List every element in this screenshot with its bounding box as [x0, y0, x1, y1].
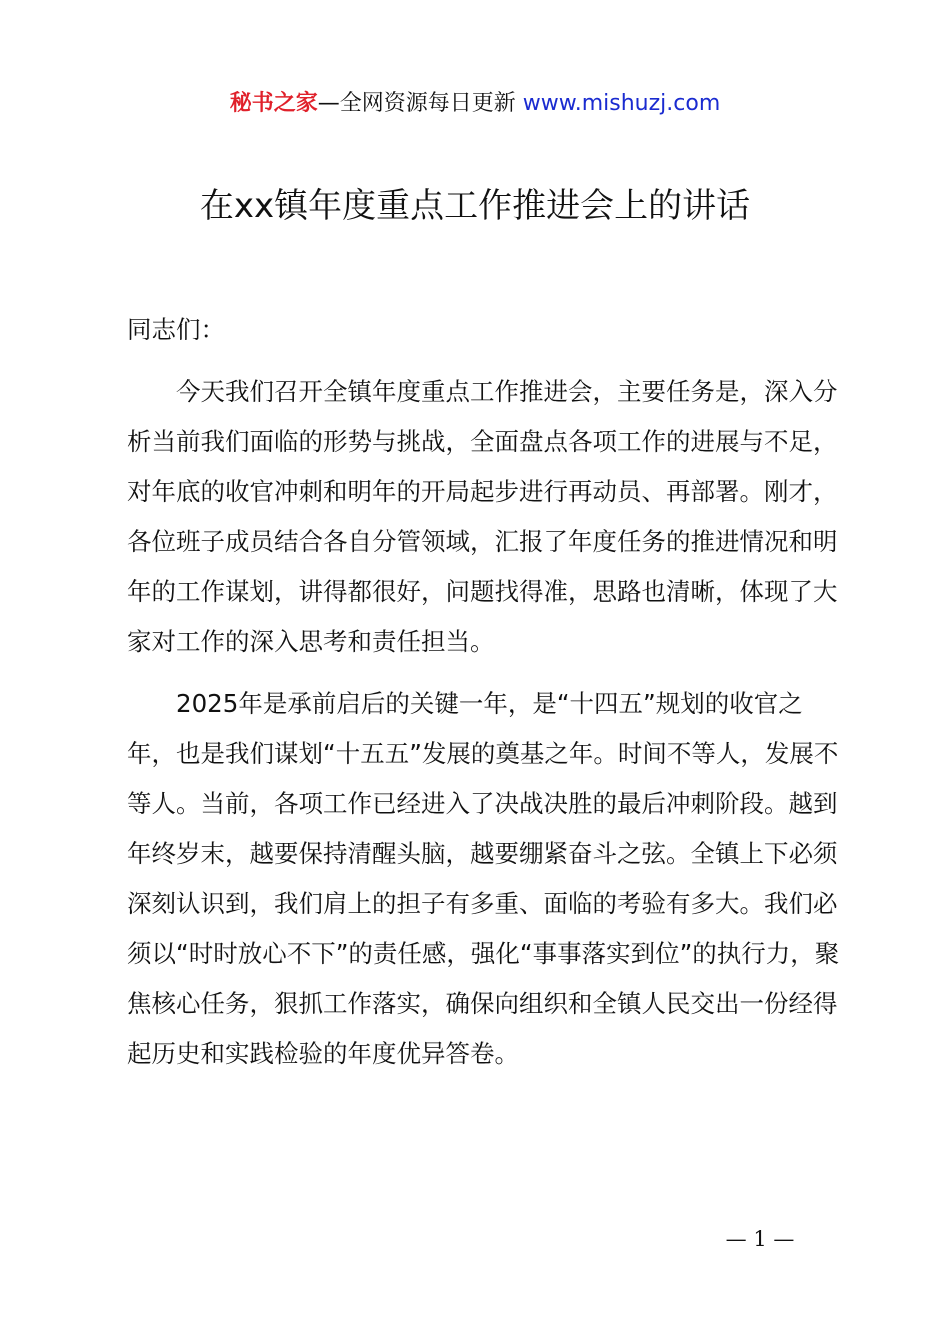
header-tagline: 全网资源每日更新 [339, 91, 523, 116]
document-title: 在xx镇年度重点工作推进会上的讲话 [199, 186, 751, 226]
header-separator: — [317, 91, 340, 116]
site-url-link[interactable]: www.mishuzj.com [522, 91, 721, 116]
document-body [127, 305, 842, 1091]
paragraph-2: 2025年是承前启后的关键一年，是“十四五”规划的收官之年，也是我们谋划“十五五”发展的奠基之年。时间不等人，发展不等人。当前，各项工作已经进入了决战决胜的最后冲刺阶段。越到年终岁末，越要保持清醒头脑，越要绷紧奋斗之弦。全镇上下必须深刻认识到，我们肩上的担子有多重、面临的考验有多大。我们必须以“时时放心不下”的责任感，强化“事事落实到位”的执行力，聚焦核心任务，狠抓工作落实，确保向组织和全镇人民交出一份经得起历史和实践检验的年度优异答卷。 [127, 689, 840, 1068]
page-number: — 1 — [725, 1227, 795, 1251]
site-header [0, 88, 950, 120]
paragraph-1: 今天我们召开全镇年度重点工作推进会，主要任务是，深入分析当前我们面临的形势与挑战，全面盘点各项工作的进展与不足，对年底的收官冲刺和明年的开局起步进行再动员、再部署。刚才，各位班子成员结合各自分管领域，汇报了年度任务的推进情况和明年的工作谋划，讲得都很好，问题找得准，思路也清晰，体现了大家对工作的深入思考和责任担当。 [127, 377, 838, 656]
greeting: 同志们： [127, 315, 225, 344]
brand-name: 秘书之家 [229, 91, 318, 116]
